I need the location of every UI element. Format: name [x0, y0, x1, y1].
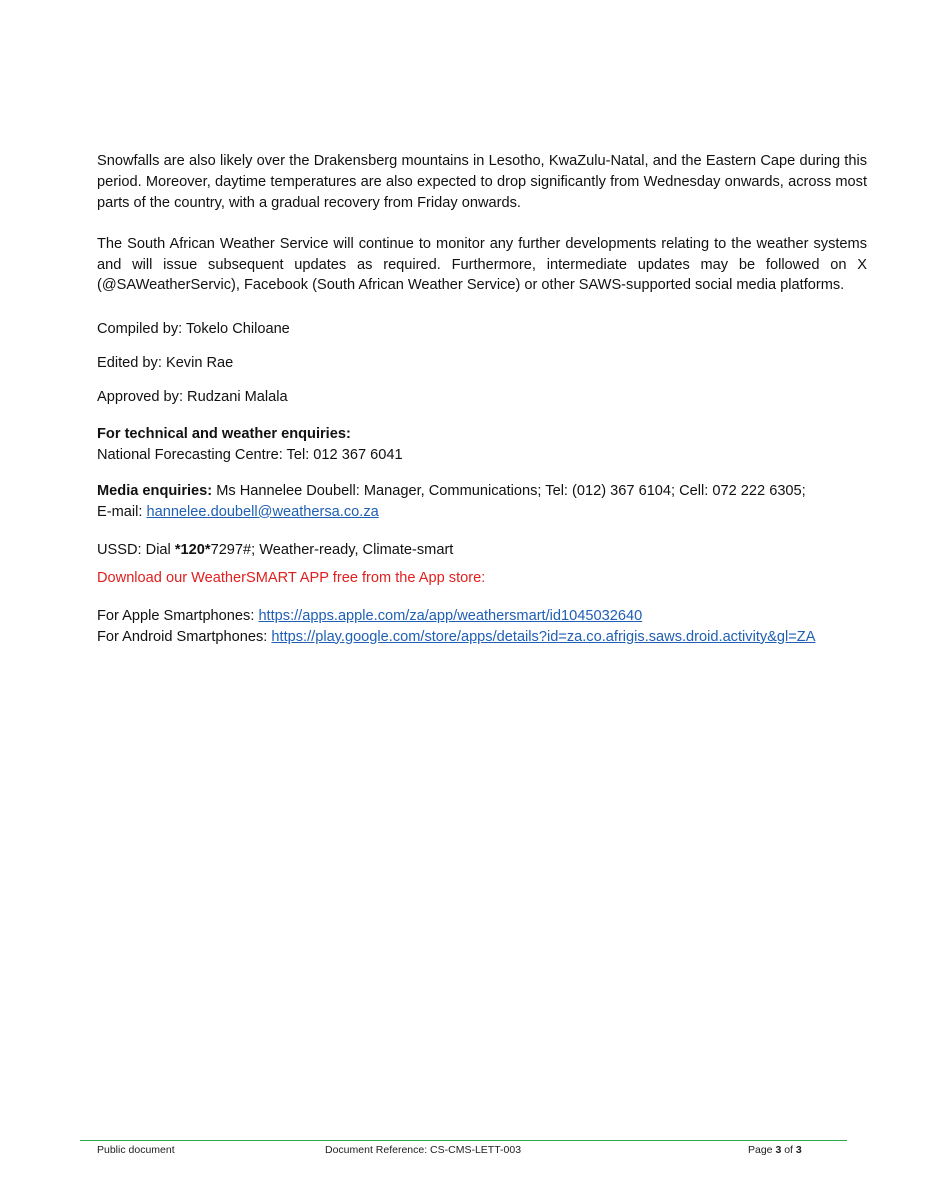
apple-app-link[interactable]: https://apps.apple.com/za/app/weathersmart/id1045032640 [258, 607, 643, 624]
edited-by: Edited by: Kevin Rae [97, 354, 234, 371]
email-link[interactable]: hannelee.doubell@weathersa.co.za [146, 503, 379, 520]
android-label: For Android Smartphones: [97, 628, 272, 645]
media-label: Media enquiries: [97, 482, 213, 499]
footer-classification: Public document [97, 1144, 175, 1156]
footer-document-reference: Document Reference: CS-CMS-LETT-003 [325, 1144, 522, 1156]
media-contact-text: Ms Hannelee Doubell: Manager, Communications; Tel: (012) 367 6104; Cell: 072 222 6305; [212, 482, 806, 499]
page-total: 3 [795, 1144, 802, 1156]
paragraph-snowfalls: Snowfalls are also likely over the Drakensberg mountains in Lesotho, KwaZulu-Natal, and the Eastern Cape during this period. Moreover, daytime temperatures are also expected to drop significantly from Wednesday onwards, across most parts of the country, with a gradual recovery from Friday onwards. [97, 153, 867, 211]
page-current: 3 [775, 1144, 782, 1156]
footer-divider [80, 1140, 847, 1141]
technical-enquiries [97, 424, 867, 466]
page-prefix: Page [748, 1144, 776, 1156]
ussd-line [97, 540, 867, 561]
footer-page-number [748, 1144, 802, 1156]
android-app-link[interactable]: https://play.google.com/store/apps/details?id=za.co.afrigis.saws.droid.activity&gl=ZA [271, 628, 816, 645]
ussd-code-rest: 7297#; [210, 541, 256, 558]
app-links [97, 606, 867, 648]
ussd-tagline: Weather-ready, Climate-smart [255, 541, 454, 558]
forecasting-centre-line: National Forecasting Centre: Tel: 012 367 6041 [97, 446, 403, 463]
media-enquiries [97, 481, 867, 523]
download-app-text: Download our WeatherSMART APP free from the App store: [97, 569, 486, 586]
page-of: of [781, 1144, 796, 1156]
compiled-by: Compiled by: Tokelo Chiloane [97, 320, 290, 337]
email-prefix: E-mail: [97, 503, 147, 520]
ussd-prefix: USSD: Dial [97, 541, 175, 558]
document-body [97, 151, 867, 648]
paragraph-monitoring: The South African Weather Service will continue to monitor any further developments relating to the weather systems and will issue subsequent updates as required. Furthermore, intermediate updates may be followed on X (@SAWeatherServic), Facebook (South African Weather Service) or other SAWS-supported social media platforms. [97, 236, 867, 293]
technical-heading: For technical and weather enquiries: [97, 425, 351, 442]
approved-by: Approved by: Rudzani Malala [97, 388, 288, 405]
ussd-code-bold: *120* [174, 541, 211, 558]
apple-label: For Apple Smartphones: [97, 607, 259, 624]
